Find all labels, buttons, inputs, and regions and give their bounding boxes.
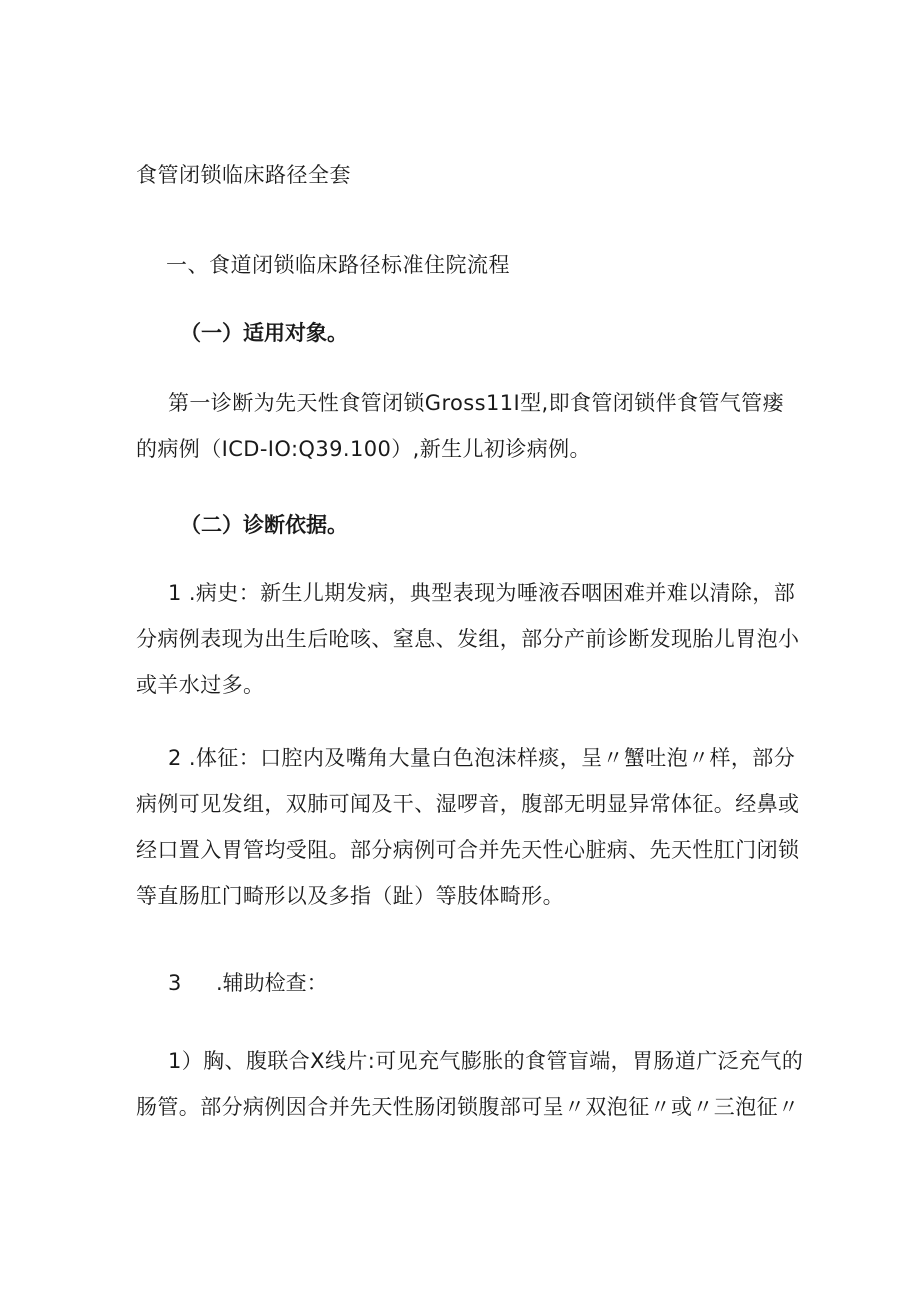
section-heading-1: 一、食道闭锁临床路径标准住院流程 — [166, 253, 510, 277]
document-title: 食管闭锁临床路径全套 — [136, 163, 351, 187]
item-auxiliary-examination — [168, 968, 328, 998]
item-label-text: .辅助检查： — [216, 971, 328, 995]
item-number: 3 — [168, 971, 182, 995]
sub-heading-diagnosis-basis: （二）诊断依据。 — [180, 513, 348, 537]
sub-heading-applicable-objects: （一）适用对象。 — [180, 321, 348, 345]
paragraph-applicable-objects: 第一诊断为先天性食管闭锁Gross11I型,即食管闭锁伴食管气管瘘的病例（ICD-IO:Q39.100）,新生儿初诊病例。 — [136, 391, 784, 461]
paragraph-xray: 1）胸、腹联合X线片:可见充气膨胀的食管盲端，胃肠道广泛充气的肠管。部分病例因合并先天性肠闭锁腹部可呈〃双泡征〃或〃三泡征〃 — [136, 1049, 804, 1119]
paragraph-physical-signs: 2 .体征：口腔内及嘴角大量白色泡沫样痰，呈〃蟹吐泡〃样，部分病例可见发组，双肺可闻及干、湿啰音，腹部无明显异常体征。经鼻或经口置入胃管均受阻。部分病例可合并先天性心脏病、先天性肛门闭锁等直肠肛门畸形以及多指（趾）等肢体畸形。 — [136, 746, 800, 908]
paragraph-medical-history: 1 .病史：新生儿期发病，典型表现为唾液吞咽困难并难以清除，部分病例表现为出生后呛咳、窒息、发组，部分产前诊断发现胎儿胃泡小或羊水过多。 — [136, 581, 800, 697]
